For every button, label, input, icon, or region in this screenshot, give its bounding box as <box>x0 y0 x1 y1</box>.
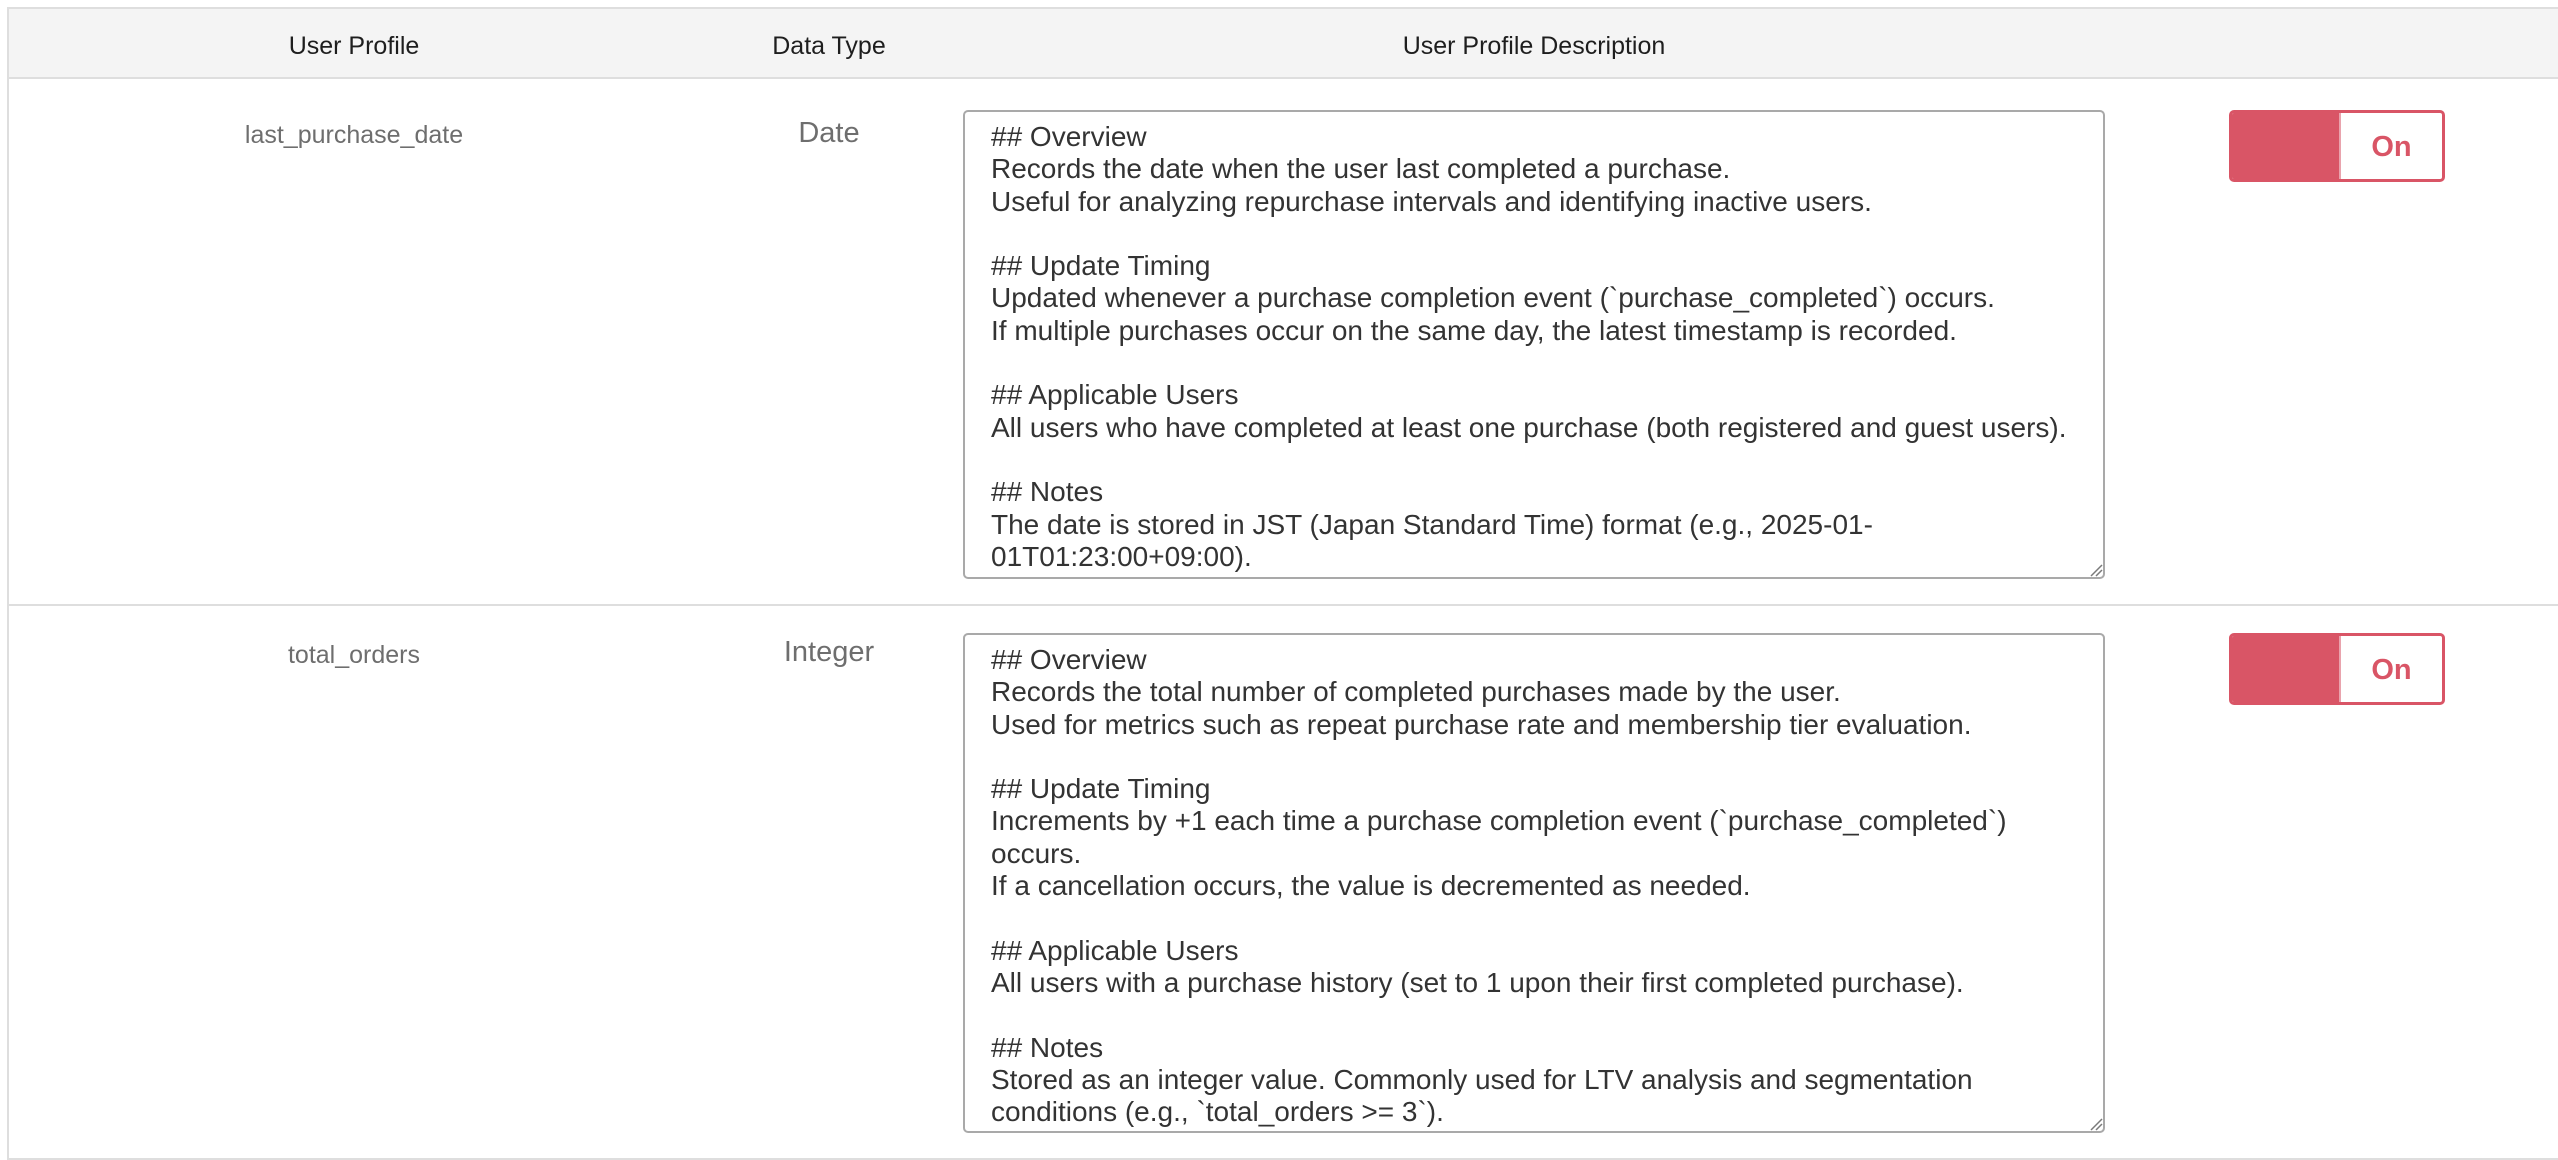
profile-enabled-toggle[interactable] <box>2229 633 2445 705</box>
toggle-label: On <box>2339 636 2442 702</box>
column-header-description: User Profile Description <box>1402 32 1666 60</box>
data-type-label: Integer <box>783 636 875 668</box>
table-row <box>9 79 2558 606</box>
table-header <box>9 7 2558 79</box>
table-row <box>9 606 2558 1160</box>
toggle-knob <box>2232 113 2339 179</box>
description-textarea[interactable]: ## Overview Records the date when the user last completed a purchase. Useful for analyzing repurchase intervals and identifying inactive users. ## Update Timing Updated whenever a purchase completion event (`purchase_completed`) occurs. If multiple purchases occur on the same day, the latest timestamp is recorded. ## Applicable Users All users who have completed at least one purchase (both registered and guest users). ## Notes The date is stored in JST (Japan Standard Time) format (e.g., 2025-01-01T01:23:00+09:00). <box>963 110 2105 579</box>
column-header-data-type: Data Type <box>772 32 886 60</box>
user-profile-table <box>7 7 2558 1160</box>
toggle-knob <box>2232 636 2339 702</box>
profile-enabled-toggle[interactable] <box>2229 110 2445 182</box>
resize-handle-icon[interactable] <box>2089 563 2103 577</box>
column-header-user-profile: User Profile <box>288 32 420 60</box>
data-type-label: Date <box>798 117 860 149</box>
toggle-label: On <box>2339 113 2442 179</box>
description-textarea[interactable]: ## Overview Records the total number of completed purchases made by the user. Used for metrics such as repeat purchase rate and membership tier evaluation. ## Update Timing Increments by +1 each time a purchase completion event (`purchase_completed`) occurs. If a cancellation occurs, the value is decremented as needed. ## Applicable Users All users with a purchase history (set to 1 upon their first completed purchase). ## Notes Stored as an integer value. Commonly used for LTV analysis and segmentation conditions (e.g., `total_orders >= 3`). <box>963 633 2105 1133</box>
profile-name: total_orders <box>287 641 421 669</box>
resize-handle-icon[interactable] <box>2089 1117 2103 1131</box>
profile-name: last_purchase_date <box>244 121 464 149</box>
